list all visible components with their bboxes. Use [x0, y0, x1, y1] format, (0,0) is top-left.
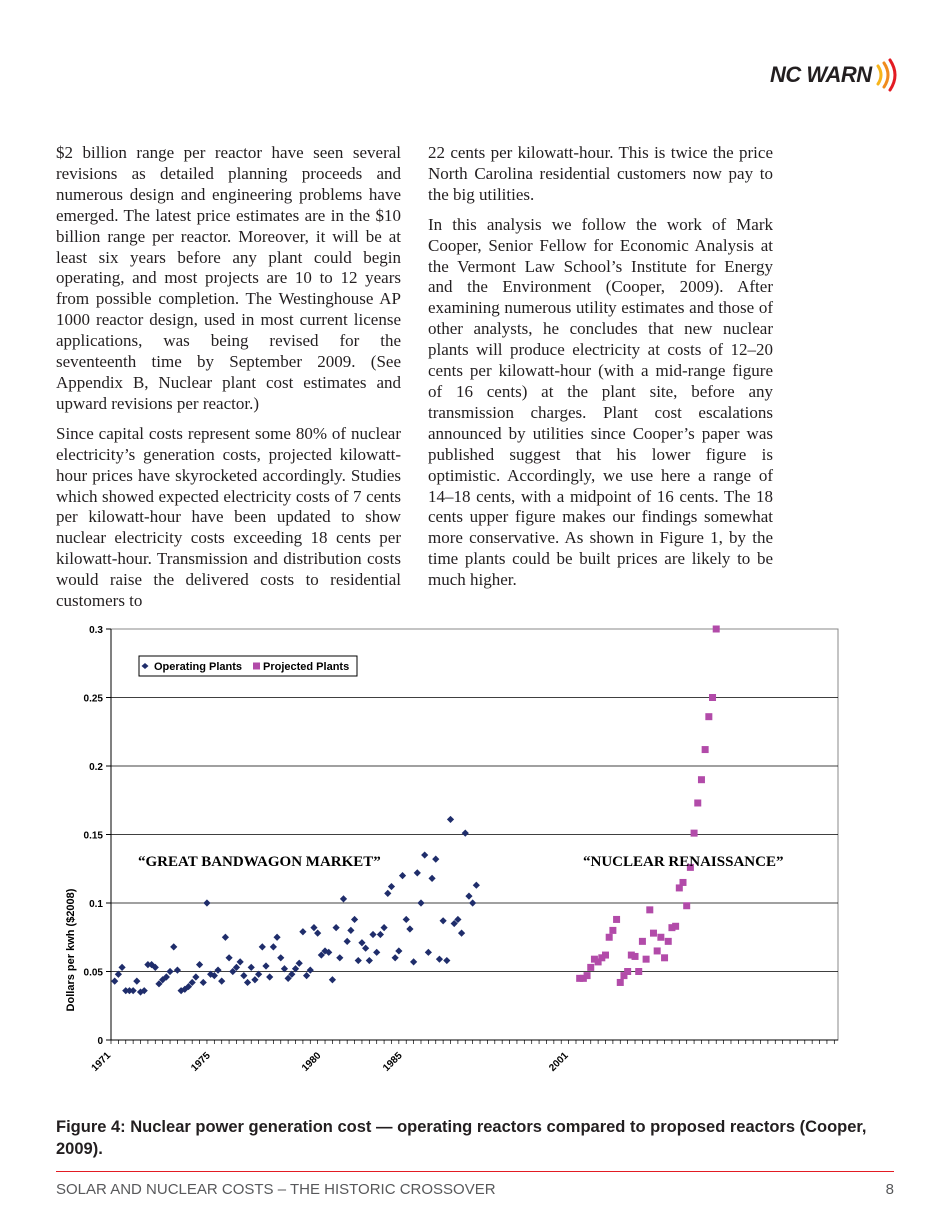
projected-plant-point [691, 830, 698, 837]
operating-plant-point [130, 987, 137, 994]
operating-plant-point [174, 967, 181, 974]
operating-plant-point [380, 924, 387, 931]
operating-plant-point [358, 939, 365, 946]
operating-plant-point [240, 972, 247, 979]
y-tick-label: 0.25 [83, 693, 103, 705]
projected-plant-point [713, 626, 720, 633]
projected-plant-point [709, 694, 716, 701]
footer-divider [56, 1171, 894, 1172]
projected-plant-point [639, 938, 646, 945]
operating-plant-point [465, 893, 472, 900]
projected-plant-point [702, 746, 709, 753]
operating-plant-point [259, 943, 266, 950]
y-tick-label: 0.05 [83, 967, 103, 979]
operating-plant-point [447, 816, 454, 823]
operating-plant-point [473, 882, 480, 889]
logo-text: NC WARN [770, 62, 872, 87]
projected-plant-point [587, 964, 594, 971]
operating-plant-point [462, 830, 469, 837]
operating-plant-point [222, 934, 229, 941]
x-tick-label: 1971 [89, 1050, 114, 1074]
operating-plant-point [377, 931, 384, 938]
operating-plant-point [440, 917, 447, 924]
operating-plant-point [395, 947, 402, 954]
operating-plant-point [414, 869, 421, 876]
right-paragraph-1: 22 cents per kilowatt-hour. This is twice the price North Carolina residential customers now pay to the big utilities. [428, 143, 773, 204]
operating-plant-point [362, 945, 369, 952]
nc-warn-logo [770, 58, 900, 92]
projected-plant-point [672, 923, 679, 930]
operating-plant-point [299, 928, 306, 935]
x-tick-label: 1985 [381, 1050, 405, 1074]
operating-plant-point [111, 977, 118, 984]
projected-plant-point [698, 776, 705, 783]
operating-plant-point [406, 925, 413, 932]
operating-plant-point [237, 958, 244, 965]
projected-plant-point [635, 968, 642, 975]
operating-plant-point [336, 954, 343, 961]
x-tick-label: 1980 [299, 1050, 324, 1074]
projected-plant-point [643, 956, 650, 963]
y-tick-label: 0 [97, 1036, 103, 1047]
projected-plant-point [584, 972, 591, 979]
operating-plant-point [244, 979, 251, 986]
operating-plant-point [351, 916, 358, 923]
x-tick-label: 2001 [547, 1050, 571, 1074]
operating-plant-point [277, 954, 284, 961]
footer-title: SOLAR AND NUCLEAR COSTS – THE HISTORIC CROSSOVER [56, 1181, 496, 1198]
operating-plant-point [262, 962, 269, 969]
operating-plant-point [192, 973, 199, 980]
operating-plant-point [347, 927, 354, 934]
operating-plant-point [214, 967, 221, 974]
y-tick-label: 0.1 [89, 899, 103, 910]
operating-plant-point [392, 954, 399, 961]
operating-plant-point [218, 977, 225, 984]
projected-plant-point [665, 938, 672, 945]
operating-plant-point [388, 883, 395, 890]
projected-plant-point [617, 979, 624, 986]
operating-plant-point [469, 899, 476, 906]
legend-operating-label: Operating Plants [154, 661, 243, 673]
annotation-bandwagon: “GREAT BANDWAGON MARKET” [138, 854, 381, 870]
operating-plant-point [303, 972, 310, 979]
operating-plant-point [118, 964, 125, 971]
left-column [56, 143, 401, 621]
figure-caption: Figure 4: Nuclear power generation cost — operating reactors compared to proposed reactors (Cooper, 2009). [56, 1118, 867, 1158]
x-tick-label: 1975 [189, 1050, 213, 1074]
projected-plant-point [661, 954, 668, 961]
page-number: 8 [885, 1181, 894, 1198]
operating-plant-point [425, 949, 432, 956]
operating-plant-point [266, 973, 273, 980]
y-tick-label: 0.3 [89, 625, 103, 636]
operating-plant-point [307, 967, 314, 974]
operating-plant-point [251, 976, 258, 983]
left-paragraph-1: $2 billion range per reactor have seen several revisions as detailed planning proceeds and numerous design and engineering problems have emerged. The latest price estimates are in the $10 billion range per reactor. Moreover, it will be at least six years before any plant could begin operating, and most projects are 10 to 12 years from possible completion. The Westinghouse AP 1000 reactor design, used in most current license applications, was being revised for the seventeenth time by September 2009. (See Appendix B, Nuclear plant cost estimates and upward revisions per reactor.) [56, 143, 401, 413]
operating-plant-point [369, 931, 376, 938]
chart-legend [139, 656, 357, 676]
operating-plant-point [225, 954, 232, 961]
operating-plant-point [344, 938, 351, 945]
left-paragraph-2: Since capital costs represent some 80% of nuclear electricity’s generation costs, projected kilowatt-hour prices have skyrocketed accordingly. Studies which showed expected electricity costs of 7 cents per kilowatt-hour have been updated to show nuclear electricity costs exceeding 18 cents per kilowatt-hour. Transmission and distribution costs would raise the delivered costs to residential customers to [56, 423, 401, 611]
operating-plant-point [310, 924, 317, 931]
operating-plant-point [170, 943, 177, 950]
operating-plant-point [200, 979, 207, 986]
operating-plant-point [384, 890, 391, 897]
y-tick-label: 0.2 [89, 762, 103, 773]
projected-plant-point [606, 934, 613, 941]
projected-plant-point [613, 916, 620, 923]
operating-plant-point [458, 930, 465, 937]
projected-plant-point [646, 906, 653, 913]
operating-plant-point [314, 930, 321, 937]
projected-plant-point [650, 930, 657, 937]
operating-plant-point [296, 960, 303, 967]
right-column [428, 143, 773, 600]
operating-plant-point [355, 957, 362, 964]
projected-plant-point [624, 968, 631, 975]
annotation-renaissance: “NUCLEAR RENAISSANCE” [583, 854, 784, 870]
operating-plant-point [403, 916, 410, 923]
operating-plant-point [248, 964, 255, 971]
operating-plant-point [432, 856, 439, 863]
operating-plant-point [329, 976, 336, 983]
projected-plant-point [632, 953, 639, 960]
operating-plant-point [428, 875, 435, 882]
operating-plant-point [203, 899, 210, 906]
page-footer [56, 1181, 894, 1198]
projected-plant-point [654, 947, 661, 954]
projected-plant-point [657, 934, 664, 941]
legend-projected-label: Projected Plants [263, 661, 350, 673]
projected-plant-point [694, 799, 701, 806]
y-axis-label: Dollars per kwh ($2008) [65, 888, 77, 1012]
operating-plant-point [270, 943, 277, 950]
operating-plant-point [417, 899, 424, 906]
operating-plant-point [133, 977, 140, 984]
operating-plant-point [436, 956, 443, 963]
projected-plant-point [680, 879, 687, 886]
operating-plant-point [399, 872, 406, 879]
projected-plant-point [683, 902, 690, 909]
operating-plant-point [421, 851, 428, 858]
y-tick-label: 0.15 [83, 830, 103, 842]
operating-plant-point [273, 934, 280, 941]
operating-plant-point [166, 968, 173, 975]
projected-plant-point [609, 927, 616, 934]
operating-plant-point [373, 949, 380, 956]
operating-plant-point [333, 924, 340, 931]
projected-plant-point [602, 952, 609, 959]
operating-plant-point [196, 961, 203, 968]
operating-plant-point [340, 895, 347, 902]
operating-plant-point [443, 957, 450, 964]
operating-plant-point [410, 958, 417, 965]
cost-scatter-chart [56, 615, 856, 1085]
projected-plant-point [705, 713, 712, 720]
operating-plant-point [366, 957, 373, 964]
signal-waves-icon [874, 58, 900, 92]
legend-square-icon [253, 663, 260, 670]
right-paragraph-2: In this analysis we follow the work of Mark Cooper, Senior Fellow for Economic Analysis at the Vermont Law School’s Institute for Energy and the Environment (Cooper, 2009). After examining numerous utility estimates and those of other analysts, he concludes that new nuclear plants will produce electricity at costs of 12–20 cents per kilowatt-hour (with a mid-range figure of 16 cents) at the plant site, before any transmission charges. Plant cost escalations announced by utilities since Cooper’s paper was published suggest that his lower figure is optimistic. Accordingly, we use here a range of 14–18 cents, with a midpoint of 16 cents. The 18 cents upper figure makes our findings somewhat more conservative. As shown in Figure 1, by the time plants could be built prices are likely to be much higher. [428, 214, 773, 590]
